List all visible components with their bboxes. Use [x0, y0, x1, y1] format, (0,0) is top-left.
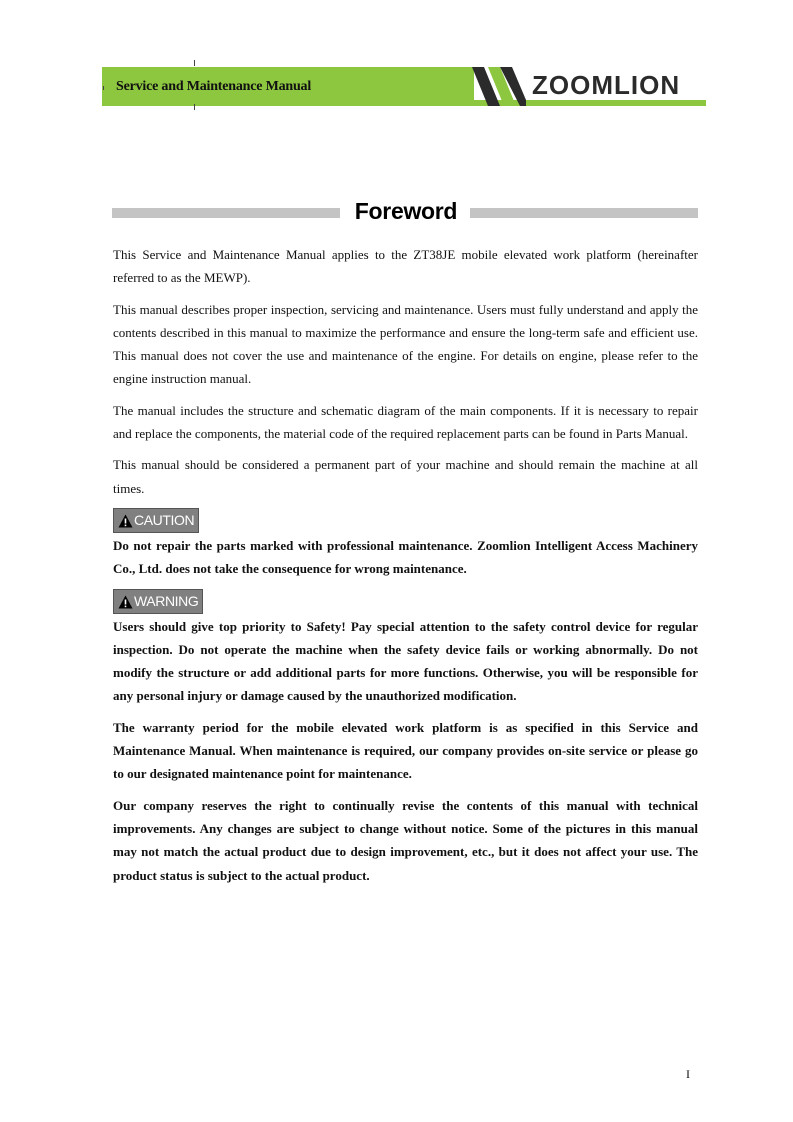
warning-label: WARNING: [134, 592, 199, 609]
warranty-paragraph: The warranty period for the mobile elevated work platform is as specified in this Service and Maintenance Manual. When maintenance is required, our company provides on-site service or please go to our designated maintenance point for maintenance.: [113, 719, 698, 782]
page-number: I: [686, 1067, 690, 1081]
caution-badge: [113, 508, 199, 533]
caution-text: Do not repair the parts marked with professional maintenance. Zoomlion Intelligent Access Machinery Co., Ltd. does not take the consequence for wrong maintenance.: [113, 537, 698, 577]
body-content: [113, 243, 698, 895]
page-title: Foreword: [354, 198, 458, 224]
manual-title: Service and Maintenance Manual: [116, 79, 312, 94]
revision-paragraph: Our company reserves the right to continually revise the contents of this manual with technical improvements. Any changes are subject to change without notice. Some of the pictures in this manual may not match the actual product due to design improvement, etc., but it does not affect your use. The product status is subject to the actual product.: [113, 797, 698, 883]
warning-triangle-icon: [118, 595, 133, 609]
intro-paragraph: This Service and Maintenance Manual applies to the ZT38JE mobile elevated work platform (hereinafter referred to as the MEWP).: [113, 247, 698, 286]
page-header: [102, 67, 706, 106]
brand-wordmark: ZOOMLION: [532, 70, 681, 100]
caution-badge-row: [113, 508, 698, 532]
warning-badge-row: [113, 589, 698, 613]
crop-mark: [103, 86, 104, 90]
structure-paragraph: The manual includes the structure and schematic diagram of the main components. If it is necessary to repair and replace the components, the material code of the required replacement parts can be found in Parts Manual.: [113, 402, 698, 442]
section-heading: [112, 199, 698, 227]
caution-label: CAUTION: [134, 511, 195, 528]
warning-badge: [113, 589, 203, 614]
warning-text: Users should give top priority to Safety! Pay special attention to the safety control device for regular inspection. Do not operate the machine when the safety device fails or working abnormally. Do not modify the structure or add additional parts for more functions. Otherwise, you will be responsible for any personal injury or damage caused by the unauthorized modification.: [113, 618, 698, 704]
zoomlion-logo-icon: [470, 67, 526, 106]
crop-mark: [194, 60, 195, 66]
crop-mark: [194, 104, 195, 110]
warning-triangle-icon: [118, 514, 133, 528]
scope-paragraph: This manual describes proper inspection, servicing and maintenance. Users must fully understand and apply the contents described in this manual to maximize the performance and ensure the long-term safe and efficient use. This manual does not cover the use and maintenance of the engine. For details on engine, please refer to the engine instruction manual.: [113, 301, 698, 387]
heading-rule-left: [112, 208, 340, 218]
permanent-part-paragraph: This manual should be considered a permanent part of your machine and should remain the machine at all times.: [113, 457, 698, 496]
heading-rule-right: [470, 208, 698, 218]
